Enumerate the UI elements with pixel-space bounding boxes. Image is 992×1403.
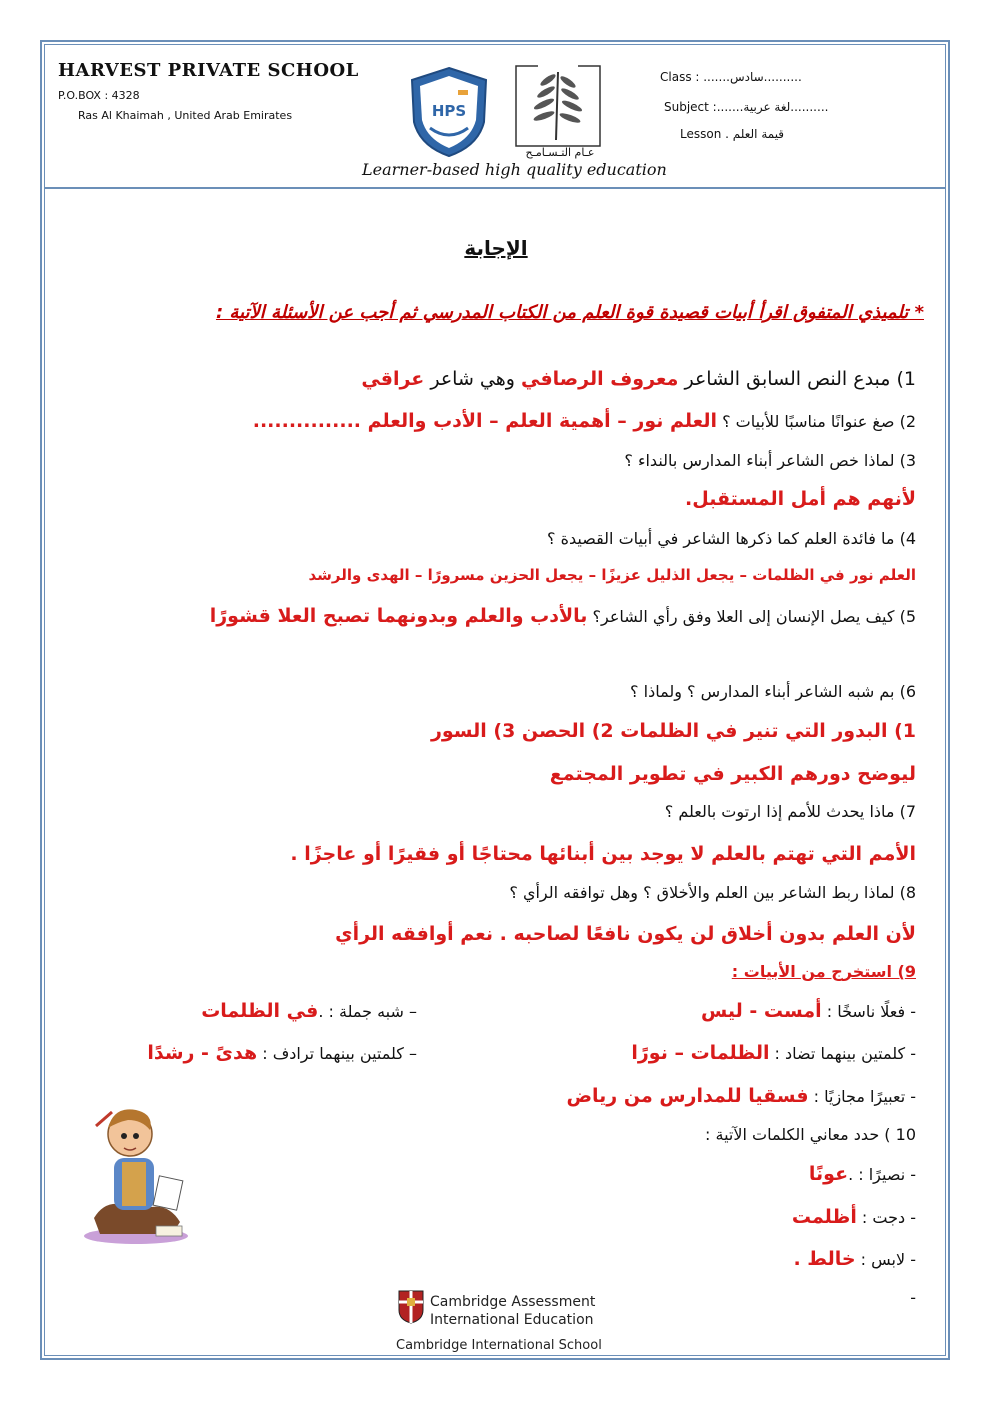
question-1 [361, 368, 916, 390]
subject-field: Subject :.......لغة عربية.......... [664, 100, 829, 114]
q9-row3-answer: فسقيا للمدارس من رياض [566, 1085, 809, 1107]
answer-2: العلم نور – أهمية العلم – الأدب والعلم ............... [252, 410, 718, 432]
question-1-mid: وهي شاعر [424, 368, 521, 390]
question-3-text: 3) لماذا خص الشاعر أبناء المدارس بالنداء ؟ [624, 451, 916, 470]
answer-6a: 1) البدور التي تنير في الظلمات 2) الحصن 3) السور [430, 720, 916, 742]
q9-row1-left [201, 1000, 417, 1022]
wheat-logo [512, 58, 604, 160]
answer-3: لأنهم هم أمل المستقبل. [685, 488, 916, 510]
answer-8: لأن العلم بدون أخلاق لن يكون نافعًا لصاحبه . نعم أوافقه الرأي [335, 923, 916, 945]
lesson-field: Lesson . قيمة العلم [680, 127, 785, 141]
q9-row1-answer: أمست - ليس [701, 1000, 822, 1022]
question-6-text: 6) بم شبه الشاعر أبناء المدارس ؟ ولماذا ؟ [630, 682, 916, 701]
question-7-text: 7) ماذا يحدث للأمم إذا ارتوت بالعلم ؟ [664, 802, 916, 821]
question-5 [210, 605, 916, 627]
question-5-text: 5) كيف يصل الإنسان إلى العلا وفق رأي الشاعر؟ [587, 607, 916, 626]
q9-row2b-answer: هدىً - رشدًا [147, 1042, 258, 1064]
q10-word-2 [792, 1206, 916, 1228]
question-9-heading: 9) استخرج من الأبيات : [731, 962, 916, 981]
instructions: * تلميذي المتفوق اقرأ أبيات قصيدة قوة العلم من الكتاب المدرسي ثم أجب عن الأسئلة الآتية : [215, 302, 924, 323]
q9-row2-label: - كلمتين بينهما تضاد : [769, 1044, 916, 1063]
school-tagline: Learner-based high quality education [362, 160, 667, 179]
cambridge-crest-icon [398, 1290, 424, 1324]
student-cartoon-illustration [76, 1098, 196, 1248]
q10-word-4: - [910, 1288, 916, 1307]
q10-word-2-answer: أظلمت [791, 1206, 857, 1228]
answer-7: الأمم التي تهتم بالعلم لا يوجد بين أبنائها محتاجًا أو فقيرًا أو عاجزًا . [290, 843, 916, 865]
school-address: Ras Al Khaimah , United Arab Emirates [78, 109, 293, 122]
cambridge-line-2: International Education [430, 1312, 594, 1328]
logo-text: HPS [431, 102, 467, 120]
q9-row2-answer: الظلمات – نورًا [631, 1042, 770, 1064]
q9-row3 [566, 1085, 916, 1107]
po-box: P.O.BOX : 4328 [58, 89, 140, 102]
q10-word-3-label: - لابس : [855, 1250, 916, 1269]
q9-row2-right [631, 1042, 916, 1064]
cambridge-school-label: Cambridge International School [396, 1338, 602, 1353]
q9-row1b-answer: في الظلمات [201, 1000, 319, 1022]
q9-row2-left [147, 1042, 417, 1064]
q9-row3-label: - تعبيرًا مجازيًا : [808, 1087, 916, 1106]
q10-word-1 [809, 1163, 916, 1185]
school-name: HARVEST PRIVATE SCHOOL [58, 60, 359, 81]
q10-word-1-label: - نصيرًا : . [848, 1165, 916, 1184]
question-2 [253, 410, 916, 432]
answer-5: بالأدب والعلم وبدونهما تصبح العلا قشورًا [209, 605, 588, 627]
q9-row1b-label: – شبه جملة : . [318, 1002, 417, 1021]
q9-row2b-label: – كلمتين بينهما ترادف : [257, 1044, 417, 1063]
question-4-text: 4) ما فائدة العلم كما ذكرها الشاعر في أبيات القصيدة ؟ [547, 529, 916, 548]
question-10-heading: 10 ) حدد معاني الكلمات الآتية : [705, 1125, 916, 1144]
question-1-text: 1) مبدع النص السابق الشاعر [678, 368, 916, 390]
q10-word-2-label: - دجت : [856, 1208, 916, 1227]
question-8-text: 8) لماذا ربط الشاعر بين العلم والأخلاق ؟ وهل توافقه الرأي ؟ [509, 883, 916, 902]
header-divider [44, 187, 946, 189]
q10-word-3 [793, 1248, 916, 1270]
answer-1b: عراقي [361, 368, 425, 390]
school-shield-logo [408, 66, 490, 158]
cambridge-brand [430, 1293, 595, 1329]
answer-4: العلم نور في الظلمات – يجعل الذليل عزيزًا – يجعل الحزين مسرورًا – الهدى والرشد [308, 566, 916, 584]
q10-word-1-answer: عونًا [808, 1163, 849, 1185]
page-title: الإجابة [464, 236, 528, 260]
q9-row1-label: - فعلًا ناسخًا : [821, 1002, 916, 1021]
q9-row1-right [701, 1000, 916, 1022]
answer-1a: معروف الرصافي [520, 368, 679, 390]
q10-word-3-answer: خالط . [793, 1248, 856, 1270]
answer-6b: ليوضح دورهم الكبير في تطوير المجتمع [549, 763, 916, 785]
question-2-text: 2) صغ عنوانًا مناسبًا للأبيات ؟ [717, 412, 916, 431]
year-tag: عـام التـسـامـح [525, 146, 595, 159]
class-field: Class : .......سادس.......... [660, 70, 802, 84]
cambridge-line-1: Cambridge Assessment [430, 1294, 596, 1310]
